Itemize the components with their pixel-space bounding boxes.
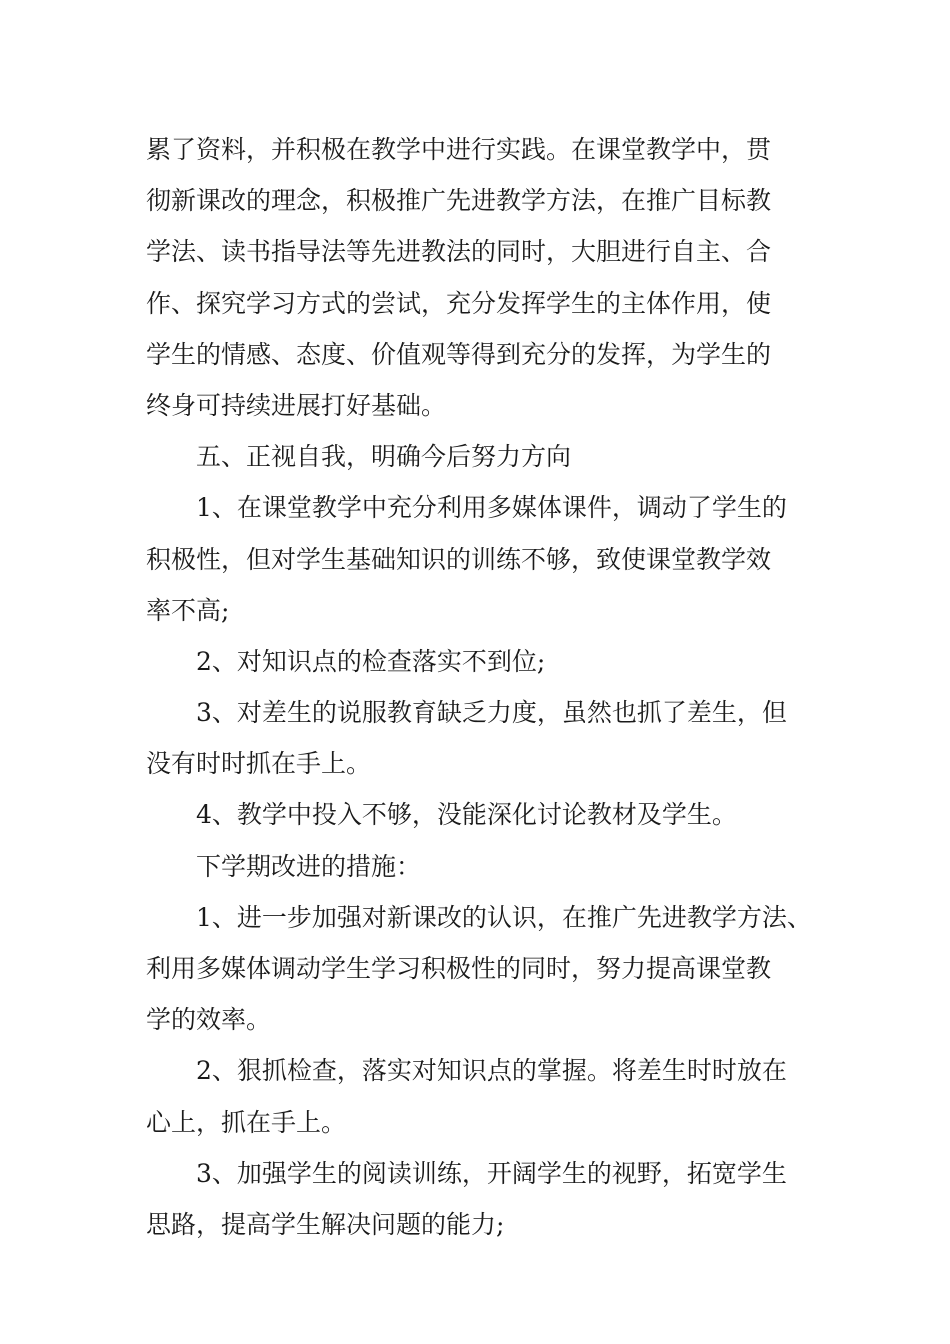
list-item-start: 3、对差生的说服教育缺乏力度，虽然也抓了差生，但 <box>196 698 787 728</box>
text-line: 累了资料，并积极在教学中进行实践。在课堂教学中，贯 <box>146 135 772 164</box>
text-line: 终身可持续进展打好基础。 <box>146 390 447 420</box>
section-heading: 五、正视自我，明确今后努力方向 <box>196 442 572 472</box>
list-item-start: 1、进一步加强对新课改的认识，在推广先进教学方法、 <box>196 902 812 932</box>
list-item-start: 2、对知识点的检查落实不到位; <box>196 646 546 676</box>
text-line: 作、探究学习方式的尝试，充分发挥学生的主体作用，使 <box>146 288 772 318</box>
text-line: 思路，提高学生解决问题的能力; <box>146 1209 505 1239</box>
text-line: 积极性，但对学生基础知识的训练不够，致使课堂教学效 <box>146 544 772 574</box>
list-item-start: 1、在课堂教学中充分利用多媒体课件，调动了学生的 <box>196 493 787 523</box>
document-body <box>146 124 826 1250</box>
text-line: 学法、读书指导法等先进教法的同时，大胆进行自主、合 <box>146 237 772 267</box>
text-line: 利用多媒体调动学生学习积极性的同时，努力提高课堂教 <box>146 954 772 983</box>
list-item-start: 4、教学中投入不够，没能深化讨论教材及学生。 <box>196 800 737 830</box>
subsection-heading: 下学期改进的措施： <box>196 851 422 881</box>
text-line: 学生的情感、态度、价值观等得到充分的发挥，为学生的 <box>146 339 772 369</box>
text-line: 率不高; <box>146 595 230 625</box>
list-item-start: 3、加强学生的阅读训练，开阔学生的视野，拓宽学生 <box>196 1158 787 1188</box>
text-line: 心上，抓在手上。 <box>146 1107 347 1137</box>
text-line: 学的效率。 <box>146 1005 272 1035</box>
list-item-start: 2、狠抓检查，落实对知识点的掌握。将差生时时放在 <box>196 1056 787 1086</box>
text-line: 彻新课改的理念，积极推广先进教学方法，在推广目标教 <box>146 186 772 216</box>
text-line: 没有时时抓在手上。 <box>146 749 372 779</box>
